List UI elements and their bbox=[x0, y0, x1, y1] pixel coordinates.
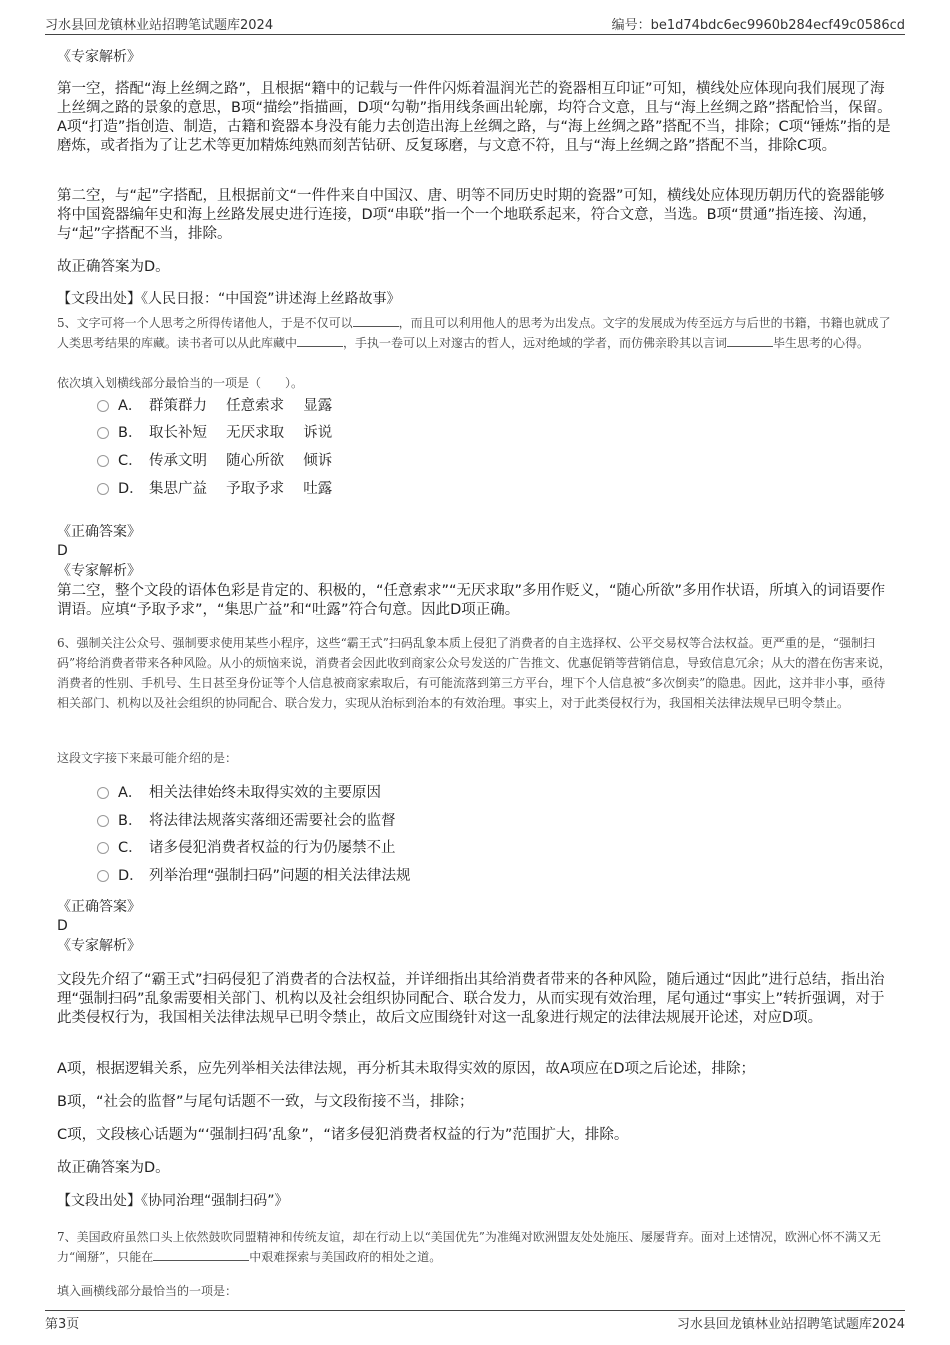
q5-answer-title: 《正确答案》 bbox=[57, 524, 141, 540]
q7-stem-part1: 7、美国政府虽然口头上依然鼓吹同盟精神和传统友谊，却在行动上以“美国优先”为准绳对欧洲盟友处处施压、屡屡背弃。面对上述情况，欧洲心怀不满又无力“阐掰”，只能在 bbox=[57, 1230, 881, 1264]
header-code: 编号：be1d74bdc6ec9960b284ecf49c0586cd bbox=[611, 18, 905, 33]
radio-icon[interactable] bbox=[97, 815, 109, 827]
radio-icon[interactable] bbox=[97, 483, 109, 495]
q6-prompt: 这段文字接下来最可能介绍的是： bbox=[57, 751, 238, 765]
q6-note-b: B项，“社会的监督”与尾句话题不一致，与文段衔接不当，排除； bbox=[57, 1094, 474, 1110]
q5-blank-1 bbox=[353, 314, 399, 327]
option-letter: D． bbox=[118, 868, 144, 884]
q6-note-a: A项，根据逻辑关系，应先列举相关法律法规，再分析其未取得实效的原因，故A项应在D项之后论述，排除； bbox=[57, 1061, 755, 1077]
q5-stem-part3: ，手执一卷可以上对邃古的哲人，远对绝域的学者，而仿佛亲聆其以言词 bbox=[343, 336, 728, 350]
option-text: 列举治理“强制扫码”问题的相关法律法规 bbox=[149, 868, 411, 884]
q4-source: 【文段出处】《人民日报：“中国瓷”讲述海上丝路故事》 bbox=[57, 291, 401, 307]
q7-prompt: 填入画横线部分最恰当的一项是： bbox=[57, 1284, 238, 1298]
radio-icon[interactable] bbox=[97, 787, 109, 799]
option-text: 集思广益 予取予求 吐露 bbox=[149, 481, 333, 497]
q5-stem-part4: 毕生思考的心得。 bbox=[773, 336, 870, 350]
option-letter: C． bbox=[118, 453, 143, 469]
footer-title: 习水县回龙镇林业站招聘笔试题库2024 bbox=[676, 1317, 905, 1332]
q5-stem-part2: ，而且可以利用他人的思考为出发点。文字的发展成为传至远方与后世的书籍，书籍也就成了人类思考结果的库藏。读书者可以从此库藏中 bbox=[57, 316, 891, 350]
option-text: 传承文明 随心所欲 倾诉 bbox=[149, 453, 333, 469]
q4-analysis-para1: 第一空，搭配“海上丝绸之路”，且根据“籍中的记载与一件件闪烁着温润光芒的瓷器相互印证”可知，横线处应体现向我们展现了海上丝绸之路的景象的意思，B项“描绘”指描画，D项“勾勒”指用线条画出轮廓，均符合文意，且与“海上丝绸之路”搭配恰当，保留。A项“打造”指创造、制造，古籍和瓷器本身没有能力去创造出海上丝绸之路，与“海上丝绸之路”搭配不当，排除；C项“锤炼”指的是磨炼，或者指为了让艺术等更加精炼纯熟而刻苦钻研、反复琢磨，与文意不符，且与“海上丝绸之路”搭配不当，排除C项。 bbox=[57, 81, 892, 154]
radio-icon[interactable] bbox=[97, 400, 109, 412]
option-text: 诸多侵犯消费者权益的行为仍屡禁不止 bbox=[149, 840, 396, 856]
option-letter: C． bbox=[118, 840, 143, 856]
radio-icon[interactable] bbox=[97, 842, 109, 854]
q6-answer: D bbox=[57, 918, 68, 934]
q7-stem bbox=[57, 1227, 893, 1267]
q7-blank bbox=[153, 1248, 249, 1261]
page-footer bbox=[45, 1313, 905, 1333]
q5-stem-part1: 5、文字可将一个人思考之所得传诸他人，于是不仅可以 bbox=[57, 316, 353, 330]
q5-analysis-title: 《专家解析》 bbox=[57, 563, 141, 579]
q6-note-c: C项，文段核心话题为“‘强制扫码’乱象”，“诸多侵犯消费者权益的行为”范围扩大，排除。 bbox=[57, 1127, 629, 1143]
q4-analysis-para2: 第二空，与“起”字搭配，且根据前文“一件件来自中国汉、唐、明等不同历史时期的瓷器”可知，横线处应体现历朝历代的瓷器能够将中国瓷器编年史和海上丝路发展史进行连接，D项“串联”指一个一个地联系起来，符合文意，当选。B项“贯通”指连接、沟通，与“起”字搭配不当，排除。 bbox=[57, 188, 885, 242]
q6-analysis-title: 《专家解析》 bbox=[57, 938, 141, 954]
q4-analysis-title: 《专家解析》 bbox=[57, 49, 141, 65]
radio-icon[interactable] bbox=[97, 455, 109, 467]
q6-source: 【文段出处】《协同治理“强制扫码”》 bbox=[57, 1193, 289, 1209]
q4-conclusion: 故正确答案为D。 bbox=[57, 259, 170, 275]
q6-answer-title: 《正确答案》 bbox=[57, 899, 141, 915]
page-number: 第3页 bbox=[45, 1317, 80, 1332]
option-text: 取长补短 无厌求取 诉说 bbox=[149, 425, 333, 441]
q5-prompt: 依次填入划横线部分最恰当的一项是（ ）。 bbox=[57, 376, 304, 390]
option-letter: D． bbox=[118, 481, 144, 497]
option-letter: B． bbox=[118, 425, 143, 441]
q5-stem bbox=[57, 313, 893, 353]
q6-stem: 6、强制关注公众号、强制要求使用某些小程序，这些“霸王式”扫码乱象本质上侵犯了消费者的自主选择权、公平交易权等合法权益。更严重的是，“强制扫码”将给消费者带来各种风险。从小的烦恼来说，消费者会因此收到商家公众号发送的广告推文、优惠促销等营销信息，导致信息冗余；从大的潜在伤害来说，消费者的性别、手机号、生日甚至身份证等个人信息被商家索取后，有可能流落到第三方平台，埋下个人信息被“多次倒卖”的隐患。因此，这并非小事，亟待相关部门、机构以及社会组织的协同配合、联合发力，实现从治标到治本的有效治理。事实上，对于此类侵权行为，我国相关法律法规早已明令禁止。 bbox=[57, 636, 892, 710]
q5-blank-2 bbox=[297, 334, 343, 347]
radio-icon[interactable] bbox=[97, 427, 109, 439]
page-header bbox=[45, 14, 905, 34]
header-divider bbox=[45, 34, 905, 35]
q7-stem-part2: 中艰难探索与美国政府的相处之道。 bbox=[249, 1250, 442, 1264]
option-text: 群策群力 任意索求 显露 bbox=[149, 398, 333, 414]
q5-blank-3 bbox=[727, 334, 773, 347]
q6-conclusion: 故正确答案为D。 bbox=[57, 1160, 170, 1176]
q6-analysis: 文段先介绍了“霸王式”扫码侵犯了消费者的合法权益，并详细指出其给消费者带来的各种风险，随后通过“因此”进行总结，指出治理“强制扫码”乱象需要相关部门、机构以及社会组织协同配合、联合发力，从而实现有效治理，尾句通过“事实上”转折强调，对于此类侵权行为，我国相关法律法规早已明令禁止，故后文应围绕针对这一乱象进行规定的法律法规展开论述，对应D项。 bbox=[57, 972, 885, 1026]
option-letter: A． bbox=[118, 785, 143, 801]
header-title: 习水县回龙镇林业站招聘笔试题库2024 bbox=[45, 18, 274, 33]
radio-icon[interactable] bbox=[97, 870, 109, 882]
q5-answer: D bbox=[57, 543, 68, 559]
option-letter: B． bbox=[118, 813, 143, 829]
option-letter: A． bbox=[118, 398, 143, 414]
option-text: 将法律法规落实落细还需要社会的监督 bbox=[149, 813, 396, 829]
footer-divider bbox=[45, 1310, 905, 1311]
q5-analysis: 第二空，整个文段的语体色彩是肯定的、积极的，“任意索求”“无厌求取”多用作贬义，“随心所欲”多用作状语，所填入的词语要作谓语。应填“予取予求”，“集思广益”和“吐露”符合句意。因此D项正确。 bbox=[57, 583, 886, 618]
option-text: 相关法律始终未取得实效的主要原因 bbox=[149, 785, 381, 801]
